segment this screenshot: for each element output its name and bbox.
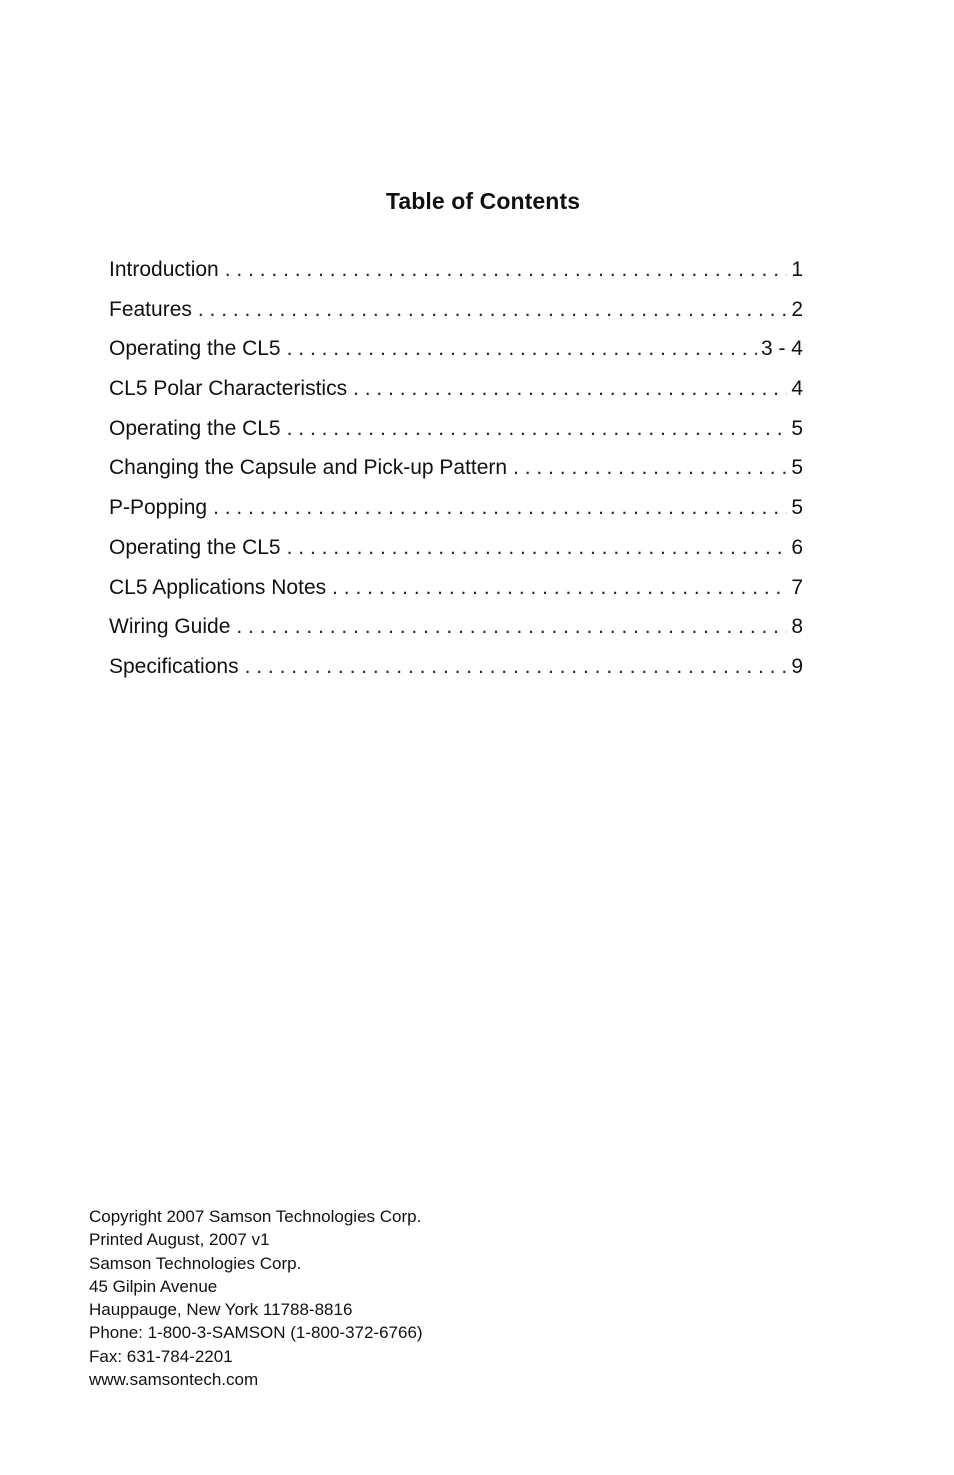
toc-entry — [109, 417, 803, 457]
website-line: www.samsontech.com — [89, 1370, 259, 1390]
toc-dot-leader — [245, 655, 788, 679]
toc-entry-page: 5 — [791, 416, 803, 440]
city-line: Hauppauge, New York 11788-8816 — [89, 1300, 353, 1320]
toc-entry — [109, 258, 803, 298]
toc-entry — [109, 615, 803, 655]
toc-entry-label: Operating the CL5 — [109, 416, 281, 440]
toc-dot-leader — [287, 417, 788, 441]
toc-entry-label: Changing the Capsule and Pick-up Pattern — [109, 456, 508, 480]
toc-entry — [109, 496, 803, 536]
toc-entry-page: 6 — [791, 535, 803, 559]
toc-entry-label: Introduction — [109, 258, 219, 281]
toc-dot-leader — [198, 298, 787, 322]
print-date-line: Printed August, 2007 v1 — [89, 1230, 270, 1250]
toc-entry — [109, 298, 803, 338]
toc-entry-label: P-Popping — [109, 496, 208, 520]
toc-entry-page: 2 — [791, 297, 803, 321]
toc-dot-leader — [513, 456, 787, 480]
toc-entry-page: 9 — [791, 654, 803, 678]
toc-entry-page: 5 — [791, 496, 803, 520]
toc-dot-leader — [287, 337, 757, 361]
toc-entry — [109, 576, 803, 616]
toc-entry-page: 5 — [791, 456, 803, 480]
copyright-line: Copyright 2007 Samson Technologies Corp. — [89, 1207, 422, 1226]
toc-dot-leader — [225, 258, 788, 282]
phone-line: Phone: 1-800-3-SAMSON (1-800-372-6766) — [89, 1323, 423, 1343]
page-title: Table of Contents — [385, 188, 581, 214]
toc-entry-label: Features — [109, 297, 192, 321]
toc-entry-label: Operating the CL5 — [109, 535, 281, 559]
toc-entry-page: 3 - 4 — [760, 337, 803, 361]
toc-entry — [109, 655, 803, 695]
toc-entry-page: 4 — [791, 377, 803, 401]
toc-entry — [109, 456, 803, 496]
imprint-block — [89, 1205, 423, 1391]
toc-dot-leader — [353, 377, 787, 401]
fax-line: Fax: 631-784-2201 — [89, 1346, 233, 1366]
toc-dot-leader — [213, 496, 787, 520]
street-address-line: 45 Gilpin Avenue — [89, 1276, 218, 1296]
table-of-contents — [109, 258, 803, 695]
toc-entry — [109, 337, 803, 377]
toc-dot-leader — [236, 615, 787, 639]
toc-entry-label: CL5 Applications Notes — [109, 575, 327, 599]
toc-entry-label: Operating the CL5 — [109, 337, 281, 361]
toc-entry-label: Specifications — [109, 654, 239, 678]
toc-entry-label: Wiring Guide — [109, 615, 231, 639]
toc-entry-page: 8 — [791, 615, 803, 639]
toc-entry-label: CL5 Polar Characteristics — [109, 377, 348, 401]
company-name-line: Samson Technologies Corp. — [89, 1253, 302, 1273]
toc-entry — [109, 536, 803, 576]
toc-dot-leader — [287, 536, 788, 560]
toc-entry-page: 7 — [791, 575, 803, 599]
toc-entry-page: 1 — [791, 258, 803, 281]
toc-dot-leader — [332, 576, 787, 600]
toc-entry — [109, 377, 803, 417]
